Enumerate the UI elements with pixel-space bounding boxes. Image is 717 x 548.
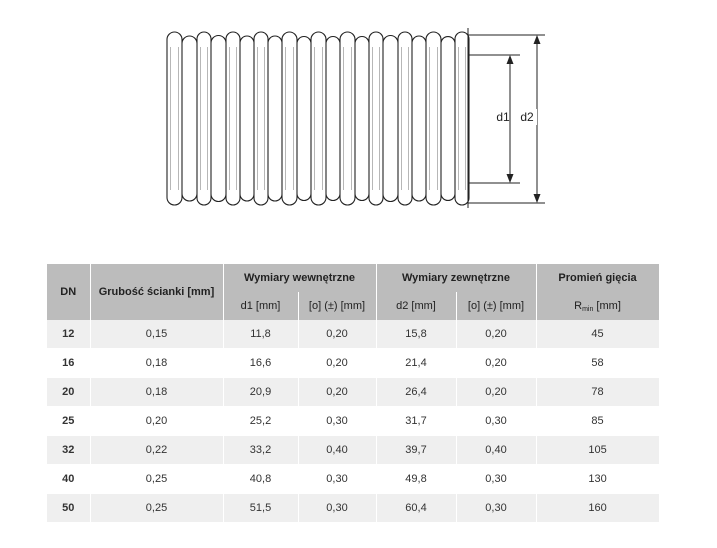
pipe-corrugation-path bbox=[167, 32, 469, 205]
cell-d2-tolerance: 0,20 bbox=[456, 320, 536, 349]
cell-d2: 39,7 bbox=[376, 436, 456, 465]
header-d2-tolerance: [o] (±) [mm] bbox=[456, 292, 536, 320]
cell-d1-tolerance: 0,20 bbox=[298, 320, 376, 349]
rmin-symbol: R bbox=[574, 300, 583, 312]
cell-wall-thickness: 0,18 bbox=[90, 378, 223, 407]
cell-d1: 51,5 bbox=[223, 494, 298, 523]
pipe-rib-inner-line bbox=[171, 47, 179, 190]
header-bend-radius: Promień gięcia bbox=[536, 264, 659, 292]
table-row bbox=[47, 378, 659, 407]
cell-rmin: 130 bbox=[536, 465, 659, 494]
cell-d2-tolerance: 0,20 bbox=[456, 349, 536, 378]
pipe-rib-inner-line bbox=[373, 47, 380, 190]
table-row bbox=[47, 436, 659, 465]
table-row bbox=[47, 349, 659, 378]
cell-d1: 25,2 bbox=[223, 407, 298, 436]
cell-rmin: 78 bbox=[536, 378, 659, 407]
cell-d1: 40,8 bbox=[223, 465, 298, 494]
cell-dn: 12 bbox=[47, 320, 90, 349]
cell-d2: 21,4 bbox=[376, 349, 456, 378]
cell-wall-thickness: 0,15 bbox=[90, 320, 223, 349]
cell-d2: 60,4 bbox=[376, 494, 456, 523]
cell-dn: 50 bbox=[47, 494, 90, 523]
cell-wall-thickness: 0,18 bbox=[90, 349, 223, 378]
cell-rmin: 45 bbox=[536, 320, 659, 349]
cell-d1-tolerance: 0,30 bbox=[298, 465, 376, 494]
cell-d1: 11,8 bbox=[223, 320, 298, 349]
cell-d2: 49,8 bbox=[376, 465, 456, 494]
cell-d1-tolerance: 0,20 bbox=[298, 378, 376, 407]
cell-d1-tolerance: 0,20 bbox=[298, 349, 376, 378]
cell-dn: 16 bbox=[47, 349, 90, 378]
pipe-rib-inner-line bbox=[258, 47, 265, 190]
cell-dn: 25 bbox=[47, 407, 90, 436]
cell-dn: 20 bbox=[47, 378, 90, 407]
d2-label: d2 bbox=[520, 110, 534, 124]
pipe-rib-inner-line bbox=[315, 47, 323, 190]
rmin-subscript: min bbox=[582, 306, 594, 313]
pipe-rib-inner-line bbox=[201, 47, 208, 190]
cell-d2: 31,7 bbox=[376, 407, 456, 436]
cell-wall-thickness: 0,20 bbox=[90, 407, 223, 436]
cell-d2: 15,8 bbox=[376, 320, 456, 349]
table-body bbox=[47, 320, 659, 523]
cell-dn: 40 bbox=[47, 465, 90, 494]
rmin-unit: [mm] bbox=[593, 300, 621, 312]
cell-d2-tolerance: 0,20 bbox=[456, 378, 536, 407]
pipe-rib-inner-line bbox=[230, 47, 237, 190]
cell-d1-tolerance: 0,40 bbox=[298, 436, 376, 465]
cell-wall-thickness: 0,25 bbox=[90, 494, 223, 523]
cell-d1: 33,2 bbox=[223, 436, 298, 465]
pipe-rib-inner-line bbox=[286, 47, 294, 190]
corrugated-pipe-drawing bbox=[0, 0, 717, 240]
cell-d2: 26,4 bbox=[376, 378, 456, 407]
table-row bbox=[47, 407, 659, 436]
d1-label: d1 bbox=[496, 110, 510, 124]
cell-d2-tolerance: 0,30 bbox=[456, 494, 536, 523]
cell-rmin: 105 bbox=[536, 436, 659, 465]
cell-d1-tolerance: 0,30 bbox=[298, 494, 376, 523]
table-row bbox=[47, 494, 659, 523]
pipe-rib-inner-line bbox=[430, 47, 438, 190]
cell-d1-tolerance: 0,30 bbox=[298, 407, 376, 436]
cell-d2-tolerance: 0,40 bbox=[456, 436, 536, 465]
cell-wall-thickness: 0,22 bbox=[90, 436, 223, 465]
table-row bbox=[47, 320, 659, 349]
table-row bbox=[47, 465, 659, 494]
cell-rmin: 85 bbox=[536, 407, 659, 436]
cell-dn: 32 bbox=[47, 436, 90, 465]
header-inner-dimensions: Wymiary wewnętrzne bbox=[223, 264, 376, 292]
cell-rmin: 58 bbox=[536, 349, 659, 378]
header-rmin bbox=[536, 292, 659, 320]
specification-table bbox=[47, 264, 660, 523]
cell-d1: 16,6 bbox=[223, 349, 298, 378]
cell-d1: 20,9 bbox=[223, 378, 298, 407]
header-dn: DN bbox=[47, 264, 90, 320]
header-d1-tolerance: [o] (±) [mm] bbox=[298, 292, 376, 320]
pipe-rib-inner-line bbox=[344, 47, 352, 190]
header-outer-dimensions: Wymiary zewnętrzne bbox=[376, 264, 536, 292]
header-d2: d2 [mm] bbox=[376, 292, 456, 320]
cell-wall-thickness: 0,25 bbox=[90, 465, 223, 494]
cell-rmin: 160 bbox=[536, 494, 659, 523]
pipe-rib-inner-line bbox=[402, 47, 409, 190]
cell-d2-tolerance: 0,30 bbox=[456, 407, 536, 436]
pipe-outline bbox=[167, 32, 469, 205]
header-wall-thickness: Grubość ścianki [mm] bbox=[90, 264, 223, 320]
cell-d2-tolerance: 0,30 bbox=[456, 465, 536, 494]
pipe-rib-inner-line bbox=[459, 47, 466, 190]
header-d1: d1 [mm] bbox=[223, 292, 298, 320]
